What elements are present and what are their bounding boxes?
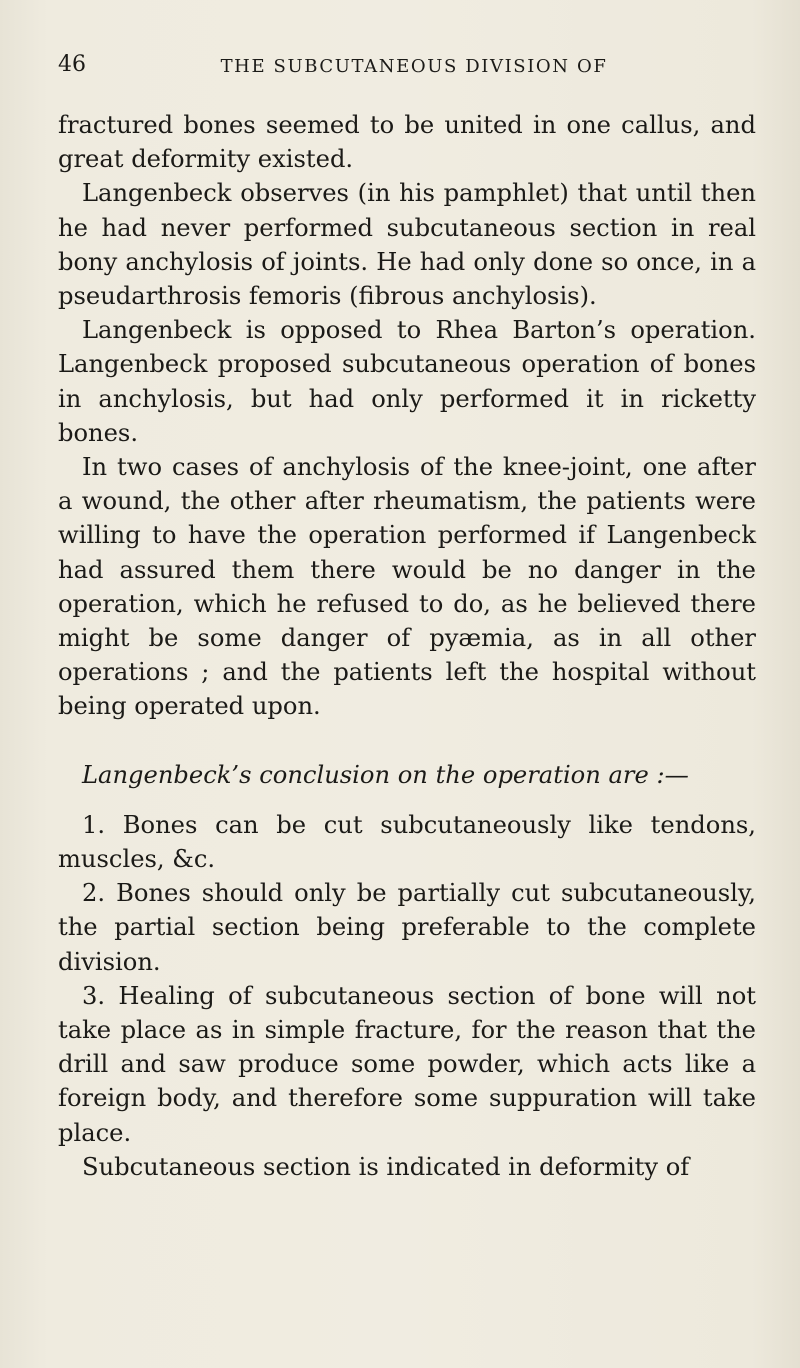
section-heading: Langenbeck’s conclusion on the operation are :— (82, 760, 689, 789)
running-head: THE SUBCUTANEOUS DIVISION OF (220, 56, 608, 77)
conclusion-item: 2. Bones should only be partially cut subcutaneously, the partial section being preferable to the complete division. (58, 879, 756, 976)
paragraph: Langenbeck observes (in his pamphlet) that until then he had never performed subcutaneous section in real bony anchylosis of joints. He had only done so once, in a pseudarthrosis femoris (fibrous anchylosis). (58, 179, 756, 311)
page-number: 46 (58, 52, 86, 77)
conclusion-item: 3. Healing of subcutaneous section of bone will not take place as in simple fracture, for the reason that the drill and saw produce some powder, which acts like a foreign body, and therefore some suppuration will take place. (58, 981, 756, 1147)
page-body (58, 108, 756, 1184)
page-header (58, 52, 758, 86)
paragraph-continued: fractured bones seemed to be united in one callus, and great deformity existed. (58, 111, 756, 174)
conclusion-item: 1. Bones can be cut subcutaneously like tendons, muscles, &c. (58, 810, 756, 874)
paragraph-closing: Subcutaneous section is indicated in deformity of (82, 1152, 690, 1181)
paragraph: In two cases of anchylosis of the knee-joint, one after a wound, the other after rheumatism, the patients were willing to have the operation performed if Langenbeck had assured them there would be no danger in the operation, which he refused to do, as he believed there might be some danger of pyæmia, as in all other operations ; and the patients left the hospital without being operated upon. (58, 453, 756, 721)
paragraph: Langenbeck is opposed to Rhea Barton’s operation. Langenbeck proposed subcutaneous operation of bones in anchylosis, but had only performed it in ricketty bones. (58, 316, 756, 447)
